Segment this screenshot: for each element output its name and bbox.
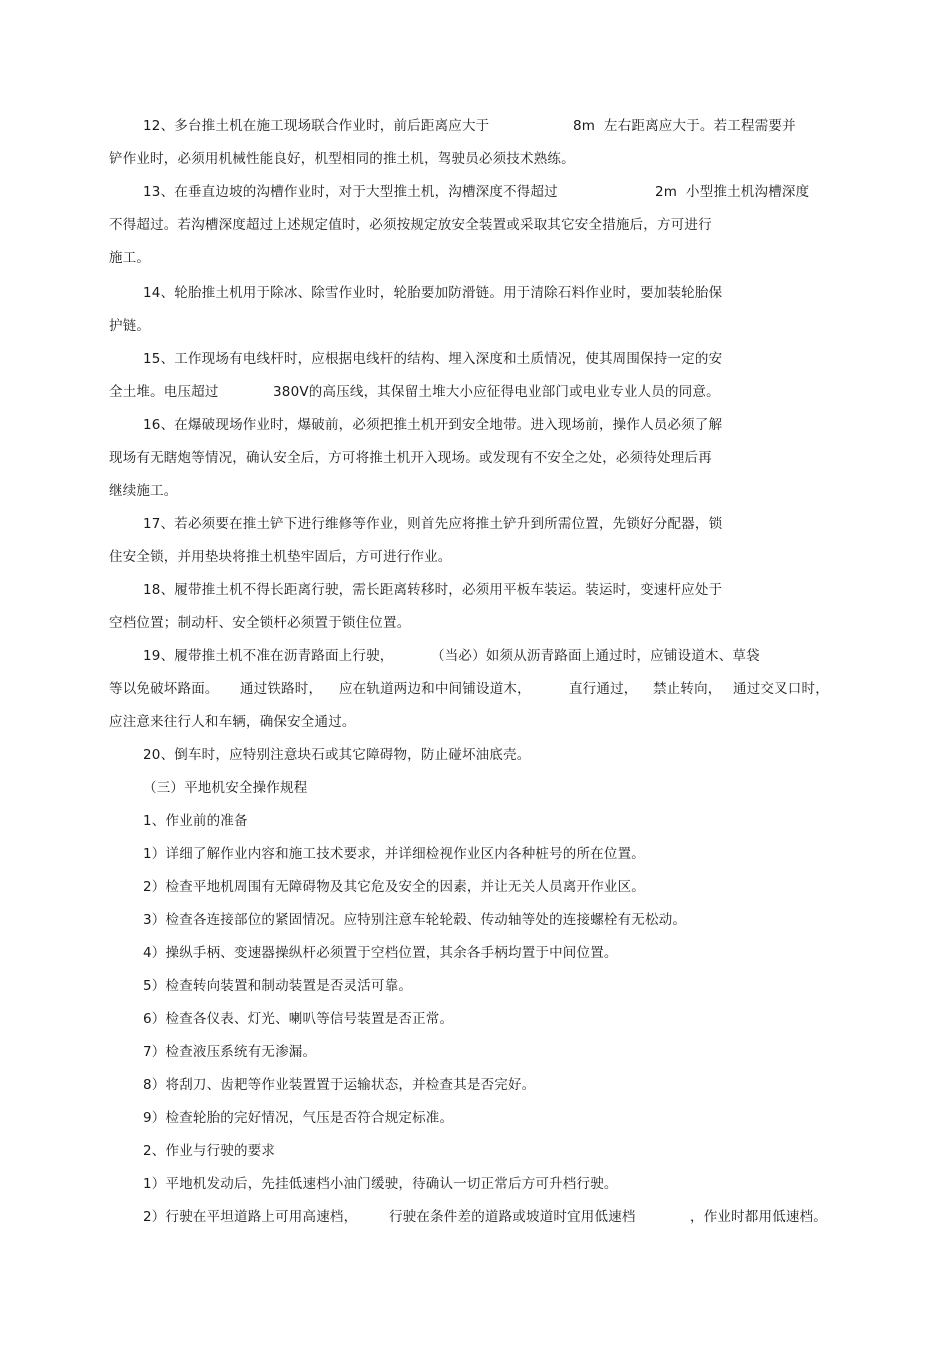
- text-line: 不得超过。若沟槽深度超过上述规定值时，必须按规定放安全装置或采取其它安全措施后，方可进行: [109, 217, 712, 233]
- text-line: 19、履带推土机不准在沥青路面上行驶，: [143, 648, 394, 664]
- text-line: 全土堆。电压超过: [109, 384, 219, 400]
- text-line: 空档位置；制动杆、安全锁杆必须置于锁住位置。: [109, 615, 411, 631]
- text-line: 应注意来往行人和车辆，确保安全通过。: [109, 714, 356, 730]
- text-line: 12、多台推土机在施工现场联合作业时，前后距离应大于: [143, 118, 490, 134]
- list-item: 6）检查各仪表、灯光、喇叭等信号装置是否正常。: [143, 1011, 454, 1027]
- list-item: 2）行驶在平坦道路上可用高速档，: [143, 1209, 358, 1225]
- text-line: 护链。: [109, 318, 151, 334]
- list-item: 1）平地机发动后，先挂低速档小油门缓驶，待确认一切正常后方可升档行驶。: [143, 1176, 618, 1192]
- text-line: 18、履带推土机不得长距离行驶，需长距离转移时，必须用平板车装运。装运时，变速杆应处于: [143, 582, 723, 598]
- text-line: 行驶在条件差的道路或坡道时宜用低速档: [389, 1209, 636, 1225]
- text-line: 铲作业时，必须用机械性能良好，机型相同的推土机，驾驶员必须技术熟练。: [109, 151, 575, 167]
- text-line: 16、在爆破现场作业时，爆破前，必须把推土机开到安全地带。进入现场前，操作人员必须了解: [143, 417, 723, 433]
- text-line: 小型推土机沟槽深度: [686, 184, 810, 200]
- list-item: 3）检查各连接部位的紧固情况。应特别注意车轮轮毂、传动轴等处的连接螺栓有无松动。: [143, 912, 687, 928]
- list-item: 8）将刮刀、齿耙等作业装置置于运输状态，并检查其是否完好。: [143, 1077, 536, 1093]
- text-line: 20、倒车时，应特别注意块石或其它障碍物，防止碰坏油底壳。: [143, 747, 531, 763]
- text-line: 直行通过，: [569, 681, 638, 697]
- list-item: 2）检查平地机周围有无障碍物及其它危及安全的因素，并让无关人员离开作业区。: [143, 879, 645, 895]
- text-line: 现场有无瞎炮等情况，确认安全后，方可将推土机开入现场。或发现有不安全之处，必须待处理后再: [109, 450, 712, 466]
- text-line: 8m: [573, 118, 596, 134]
- list-item: 1）详细了解作业内容和施工技术要求，并详细检视作业区内各种桩号的所在位置。: [143, 846, 645, 862]
- text-line: 继续施工。: [109, 483, 178, 499]
- text-line: 施工。: [109, 250, 151, 266]
- text-line: 通过铁路时，: [240, 681, 323, 697]
- list-item: 5）检查转向装置和制动装置是否灵活可靠。: [143, 978, 413, 994]
- text-line: 380V的高压线，其保留土堆大小应征得电业部门或电业专业人员的同意。: [273, 384, 720, 400]
- text-line: 禁止转向，: [653, 681, 722, 697]
- subsection-heading: 1、作业前的准备: [143, 813, 248, 829]
- text-line: 14、轮胎推土机用于除冰、除雪作业时，轮胎要加防滑链。用于清除石料作业时，要加装轮胎保: [143, 285, 723, 301]
- text-line: ，作业时都用低速档。: [690, 1209, 827, 1225]
- text-line: 等以免破坏路面。: [109, 681, 219, 697]
- text-line: 住安全锁，并用垫块将推土机垫牢固后，方可进行作业。: [109, 549, 452, 565]
- text-line: 应在轨道两边和中间铺设道木，: [339, 681, 531, 697]
- subsection-heading: 2、作业与行驶的要求: [143, 1143, 276, 1159]
- section-heading: （三）平地机安全操作规程: [143, 780, 308, 796]
- text-line: 15、工作现场有电线杆时，应根据电线杆的结构、埋入深度和土质情况，使其周围保持一定的安: [143, 351, 723, 367]
- text-line: （当必）如须从沥青路面上通过时，应铺设道木、草袋: [431, 648, 760, 664]
- text-line: 2m: [655, 184, 678, 200]
- list-item: 9）检查轮胎的完好情况，气压是否符合规定标准。: [143, 1110, 454, 1126]
- text-line: 通过交叉口时，: [733, 681, 829, 697]
- list-item: 7）检查液压系统有无渗漏。: [143, 1044, 317, 1060]
- text-line: 13、在垂直边坡的沟槽作业时，对于大型推土机，沟槽深度不得超过: [143, 184, 558, 200]
- list-item: 4）操纵手柄、变速器操纵杆必须置于空档位置，其余各手柄均置于中间位置。: [143, 945, 618, 961]
- text-line: 左右距离应大于。若工程需要并: [604, 118, 796, 134]
- text-line: 17、若必须要在推土铲下进行维修等作业，则首先应将推土铲升到所需位置，先锁好分配器，锁: [143, 516, 723, 532]
